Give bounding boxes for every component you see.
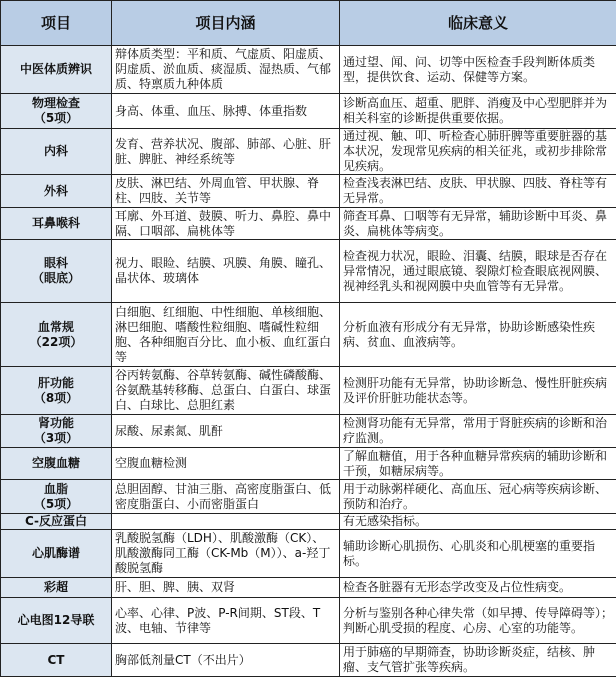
row-meaning: 用于肺癌的早期筛查，协助诊断炎症，结核、肿瘤、支气管扩张等疾病。 <box>340 644 616 677</box>
row-meaning: 检查各脏器有无形态学改变及占位性病变。 <box>340 578 616 598</box>
row-meaning: 检查浅表淋巴结、皮肤、甲状腺、四肢、脊柱等有无异常。 <box>340 175 616 208</box>
row-meaning: 了解血糖值，用于各种血糖异常疾病的辅助诊断和干预，如糖尿病等。 <box>340 448 616 480</box>
row-item: 血脂 （5项） <box>1 480 112 514</box>
row-item: 心电图12导联 <box>1 598 112 644</box>
row-content: 白细胞、红细胞、中性细胞、单核细胞、淋巴细胞、嗜酸性粒细胞、嗜碱性粒细胞、各种细胞百分比、血小板、血红蛋白等 <box>112 303 340 367</box>
table-row <box>1 448 616 480</box>
header-meaning: 临床意义 <box>340 1 616 46</box>
row-item: 耳鼻喉科 <box>1 208 112 240</box>
table-row <box>1 578 616 598</box>
table-row <box>1 208 616 240</box>
table-row <box>1 415 616 448</box>
table-row <box>1 46 616 94</box>
table-row <box>1 530 616 578</box>
row-meaning: 用于动脉粥样硬化、高血压、冠心病等疾病诊断、预防和治疗。 <box>340 480 616 514</box>
row-content: 发育、营养状况、腹部、肺部、心脏、肝脏、脾脏、神经系统等 <box>112 129 340 175</box>
table-row <box>1 240 616 303</box>
row-item: 血常规 （22项） <box>1 303 112 367</box>
row-item: 心肌酶谱 <box>1 530 112 578</box>
table-row <box>1 480 616 514</box>
row-meaning: 检测肾功能有无异常，常用于肾脏疾病的诊断和治疗监测。 <box>340 415 616 448</box>
row-meaning: 分析血液有形成分有无异常，协助诊断感染性疾病、贫血、血液病等。 <box>340 303 616 367</box>
table-row <box>1 94 616 129</box>
row-item: 空腹血糖 <box>1 448 112 480</box>
row-meaning: 分析与鉴别各种心律失常（如早搏、传导障碍等）；判断心肌受损的程度、心房、心室的功能等。 <box>340 598 616 644</box>
row-meaning: 通过视、触、叩、听检查心肺肝脾等重要脏器的基本状况，发现常见疾病的相关征兆，或初步排除常见疾病。 <box>340 129 616 175</box>
row-meaning: 有无感染指标。 <box>340 514 616 530</box>
row-meaning: 检查视力状况，眼睑、泪囊、结膜，眼球是否存在异常情况，通过眼底镜、裂隙灯检查眼底视网膜、视神经乳头和视网膜中央血管等有无异常。 <box>340 240 616 303</box>
table-row <box>1 303 616 367</box>
table-row <box>1 129 616 175</box>
row-content: 视力、眼睑、结膜、巩膜、角膜、瞳孔、晶状体、玻璃体 <box>112 240 340 303</box>
table-row <box>1 598 616 644</box>
header-content: 项目内涵 <box>112 1 340 46</box>
row-item: 外科 <box>1 175 112 208</box>
table-row <box>1 367 616 415</box>
row-content <box>112 514 340 530</box>
row-item: 物理检查 （5项） <box>1 94 112 129</box>
row-item: 眼科 （眼底） <box>1 240 112 303</box>
row-content: 心率、心律、P波、P-R间期、ST段、T波、电轴、节律等 <box>112 598 340 644</box>
row-content: 乳酸脱氢酶（LDH）、肌酸激酶（CK）、肌酸激酶同工酶（CK-Mb（M））、a-羟丁酸脱氢酶 <box>112 530 340 578</box>
row-item: 肾功能 （3项） <box>1 415 112 448</box>
table-row <box>1 514 616 530</box>
header-item: 项目 <box>1 1 112 46</box>
row-content: 胸部低剂量CT（不出片） <box>112 644 340 677</box>
row-content: 耳廓、外耳道、鼓膜、听力、鼻腔、鼻中隔、口咽部、扁桃体等 <box>112 208 340 240</box>
row-content: 皮肤、淋巴结、外周血管、甲状腺、脊柱、四肢、关节等 <box>112 175 340 208</box>
row-content: 身高、体重、血压、脉搏、体重指数 <box>112 94 340 129</box>
row-item: 中医体质辨识 <box>1 46 112 94</box>
row-item: C-反应蛋白 <box>1 514 112 530</box>
table-row <box>1 175 616 208</box>
row-content: 尿酸、尿素氮、肌酐 <box>112 415 340 448</box>
row-content: 谷丙转氨酶、谷草转氨酶、碱性磷酸酶、谷氨酰基转移酶、总蛋白、白蛋白、球蛋白、白球比、总胆红素 <box>112 367 340 415</box>
row-content: 总胆固醇、甘油三脂、高密度脂蛋白、低密度脂蛋白、小而密脂蛋白 <box>112 480 340 514</box>
row-meaning: 筛查耳鼻、口咽等有无异常，辅助诊断中耳炎、鼻炎、扁桃体等病变。 <box>340 208 616 240</box>
header-row <box>1 1 616 46</box>
row-meaning: 辅助诊断心肌损伤、心肌炎和心肌梗塞的重要指标。 <box>340 530 616 578</box>
row-item: 彩超 <box>1 578 112 598</box>
row-item: CT <box>1 644 112 677</box>
table-row <box>1 644 616 677</box>
row-meaning: 诊断高血压、超重、肥胖、消瘦及中心型肥胖并为相关科室的诊断提供重要依据。 <box>340 94 616 129</box>
row-meaning: 通过望、闻、问、切等中医检查手段判断体质类型，提供饮食、运动、保健等方案。 <box>340 46 616 94</box>
row-content: 空腹血糖检测 <box>112 448 340 480</box>
row-content: 辩体质类型：平和质、气虚质、阳虚质、阴虚质、淤血质、痰湿质、湿热质、气郁质、特禀质九种体质 <box>112 46 340 94</box>
row-content: 肝、胆、脾、胰、双肾 <box>112 578 340 598</box>
row-item: 内科 <box>1 129 112 175</box>
row-item: 肝功能 （8项） <box>1 367 112 415</box>
row-meaning: 检测肝功能有无异常，协助诊断急、慢性肝脏疾病及评价肝脏功能状态等。 <box>340 367 616 415</box>
